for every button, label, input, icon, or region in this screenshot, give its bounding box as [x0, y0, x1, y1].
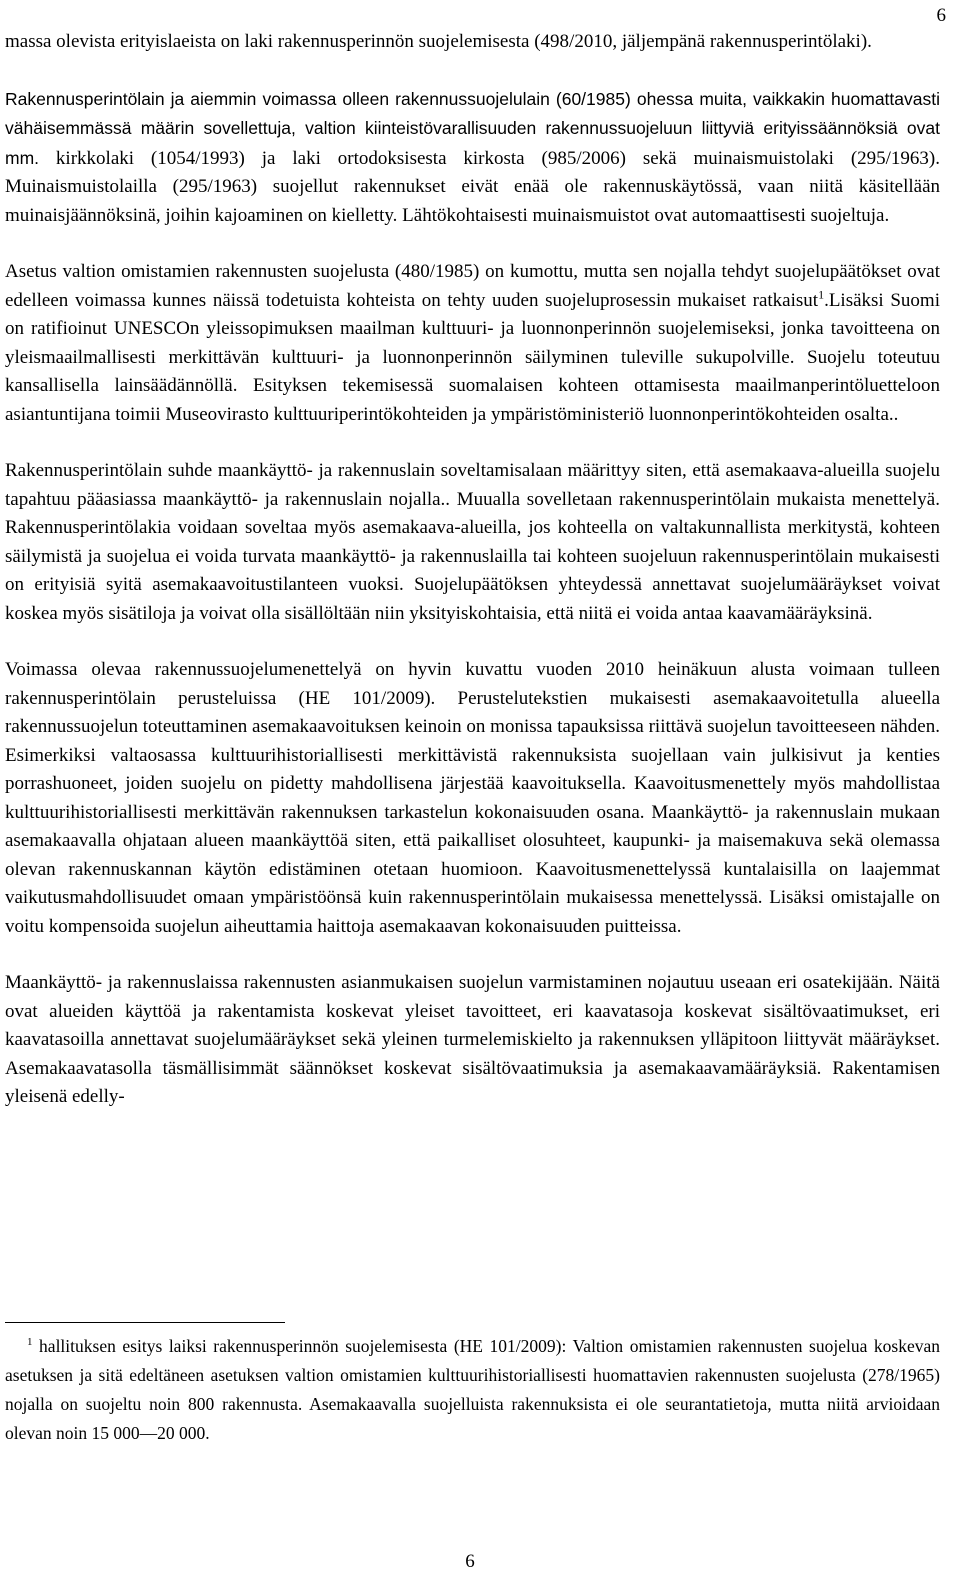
paragraph-3	[5, 258, 940, 429]
page-number-bottom: 6	[465, 1551, 475, 1572]
paragraph-1: massa olevista erityislaeista on laki rakennusperinnön suojelemisesta (498/2010, jäljempänä rakennusperintölaki).	[5, 31, 872, 52]
paragraph-3-part-a: Asetus valtion omistamien rakennusten suojelusta (480/1985) on kumottu, mutta sen nojalla tehdyt suojelupäätökset ovat edelleen voimassa kunnes näissä todetuista kohteista on tehty uuden suojeluprosessin mukaiset ratkaisut	[5, 261, 940, 311]
paragraph-6: Maankäyttö- ja rakennuslaissa rakennusten asianmukaisen suojelun varmistaminen nojautuu useaan eri osatekijään. Näitä ovat alueiden käyttöä ja rakentamista koskevat yleiset tavoitteet, eri kaavatasoja koskevat sisältövaatimukset, eri kaavatasoilla annettavat suojelumääräykset sekä yleinen turmelemiskielto ja rakennuksen ylläpitoon liittyvät määräykset. Asemakaavatasolla täsmällisimmät säännökset koskevat sisältövaatimuksia ja asemakaavamääräyksiä. Rakentamisen yleisenä edelly-	[5, 972, 940, 1107]
footnote	[5, 1332, 940, 1448]
footnote-reference[interactable]: 1	[818, 287, 825, 302]
document-body	[5, 28, 940, 1112]
paragraph-4: Rakennusperintölain suhde maankäyttö- ja rakennuslain soveltamisalaan määrittyy siten, että asemakaava-alueilla suojelu tapahtuu pääasiassa maankäyttö- ja rakennuslain nojalla.. Muualla sovelletaan rakennusperintölain mukaista menettelyä. Rakennusperintölakia voidaan soveltaa myös asemakaava-alueilla, jos kohteella on valtakunnallista merkitystä, kohteen säilymistä ja suojelua ei voida turvata maankäyttö- ja rakennuslailla tai kohteen suojeluun rakennusperintölain mukaisesti on erityisiä syitä asemakaavoitustilanteen vuoksi. Suojelupäätöksen yhteydessä annettavat suojelumääräykset voivat koskea myös sisätiloja ja voivat olla sisällöltään niin yksityiskohtaisia, että niitä ei voida antaa kaavamääräyksinä.	[5, 460, 940, 624]
paragraph-2-part-b: kirkkolaki (1054/1993) ja laki ortodoksisesta kirkosta (985/2006) sekä muinaismuistolaki (295/1963). Muinaismuistolailla (295/1963) suojellut rakennukset eivät enää ole rakennuskäytössä, vaan niitä käsitellään muinaisjäännöksinä, joihin kajoaminen on kielletty. Lähtökohtaisesti muinaismuistot ovat automaattisesti suojeltuja.	[5, 147, 940, 226]
footnote-text-block	[5, 1332, 940, 1448]
page-number-top: 6	[936, 5, 946, 26]
paragraph-5: Voimassa olevaa rakennussuojelumenettelyä on hyvin kuvattu vuoden 2010 heinäkuun alusta voimaan tulleen rakennusperintölain perusteluissa (HE 101/2009). Perustelutekstien mukaisesti asemakaavoitetulla alueella rakennussuojelun toteuttaminen asemakaavoituksen keinoin on monissa tapauksissa riittävä suojelun tavoitteeseen nähden. Esimerkiksi valtaosassa kulttuurihistoriallisesti merkittävistä rakennuksista suojellaan vain julkisivut ja kenties porrashuoneet, joiden suojelu on pidetty mahdollisena järjestää kaavoituksella. Kaavoitusmenettely myös mahdollistaa kulttuurihistoriallisesti merkittävän rakennuksen tarkastelun kokonaisuuden osana. Maankäyttö- ja rakennuslain mukaan asemakaavalla ohjataan alueen maankäyttöä siten, että paikalliset olosuhteet, kaupunki- ja maisemakuva sekä olemassa olevan rakennuskannan käytön edistäminen otetaan huomioon. Kaavoitusmenettelyssä kuntalaisilla on laajemmat vaikutusmahdollisuudet omaan ympäristöönsä kuin rakennusperintölain mukaisessa menettelyssä. Lisäksi omistajalle on voitu kompensoida suojelun aiheuttamia haittoja asemakaavan kokonaisuuden puitteissa.	[5, 659, 940, 937]
paragraph-2	[5, 85, 940, 231]
footnote-divider	[5, 1322, 285, 1323]
paragraph-3-part-b: .Lisäksi Suomi on ratifioinut UNESCOn yleissopimuksen maailman kulttuuri- ja luonnonperinnön suojelemiseksi, jonka tavoitteena on yleismaailmallisesti merkittävän kulttuuri- ja luonnonperinnön säilyminen tuleville sukupolville. Suojelu toteutuu kansallisella lainsäädännöllä. Esityksen tekemisessä suomalaisen kohteen ottamisesta maailmanperintöluetteloon asiantuntijana toimii Museovirasto kulttuuriperintökohteiden ja ympäristöministeriö luonnonperintökohteiden osalta..	[5, 289, 940, 425]
footnote-marker: 1	[27, 1336, 33, 1349]
footnote-text: hallituksen esitys laiksi rakennusperinnön suojelemisesta (HE 101/2009): Valtion omistamien rakennusten suojelua koskevan asetuksen ja sitä edeltäneen asetuksen valtion omistamien kulttuurihistoriallisesti huomattavien rakennusten suojelusta (278/1965) nojalla on suojeltu noin 800 rakennusta. Asemakaavalla suojelluista rakennuksista ei ole seurantatietoja, mutta niitä arvioidaan olevan noin 15 000—20 000.	[5, 1336, 940, 1443]
paragraph-2-part-a: Rakennusperintölain ja aiemmin voimassa olleen rakennussuojelulain (60/1985) ohessa muita, vaikkakin huomattavasti vähäisemmässä määrin sovellettuja, valtion kiinteistövarallisuuden rakennussuojeluun liittyviä erityissäännöksiä ovat mm.	[5, 88, 940, 168]
